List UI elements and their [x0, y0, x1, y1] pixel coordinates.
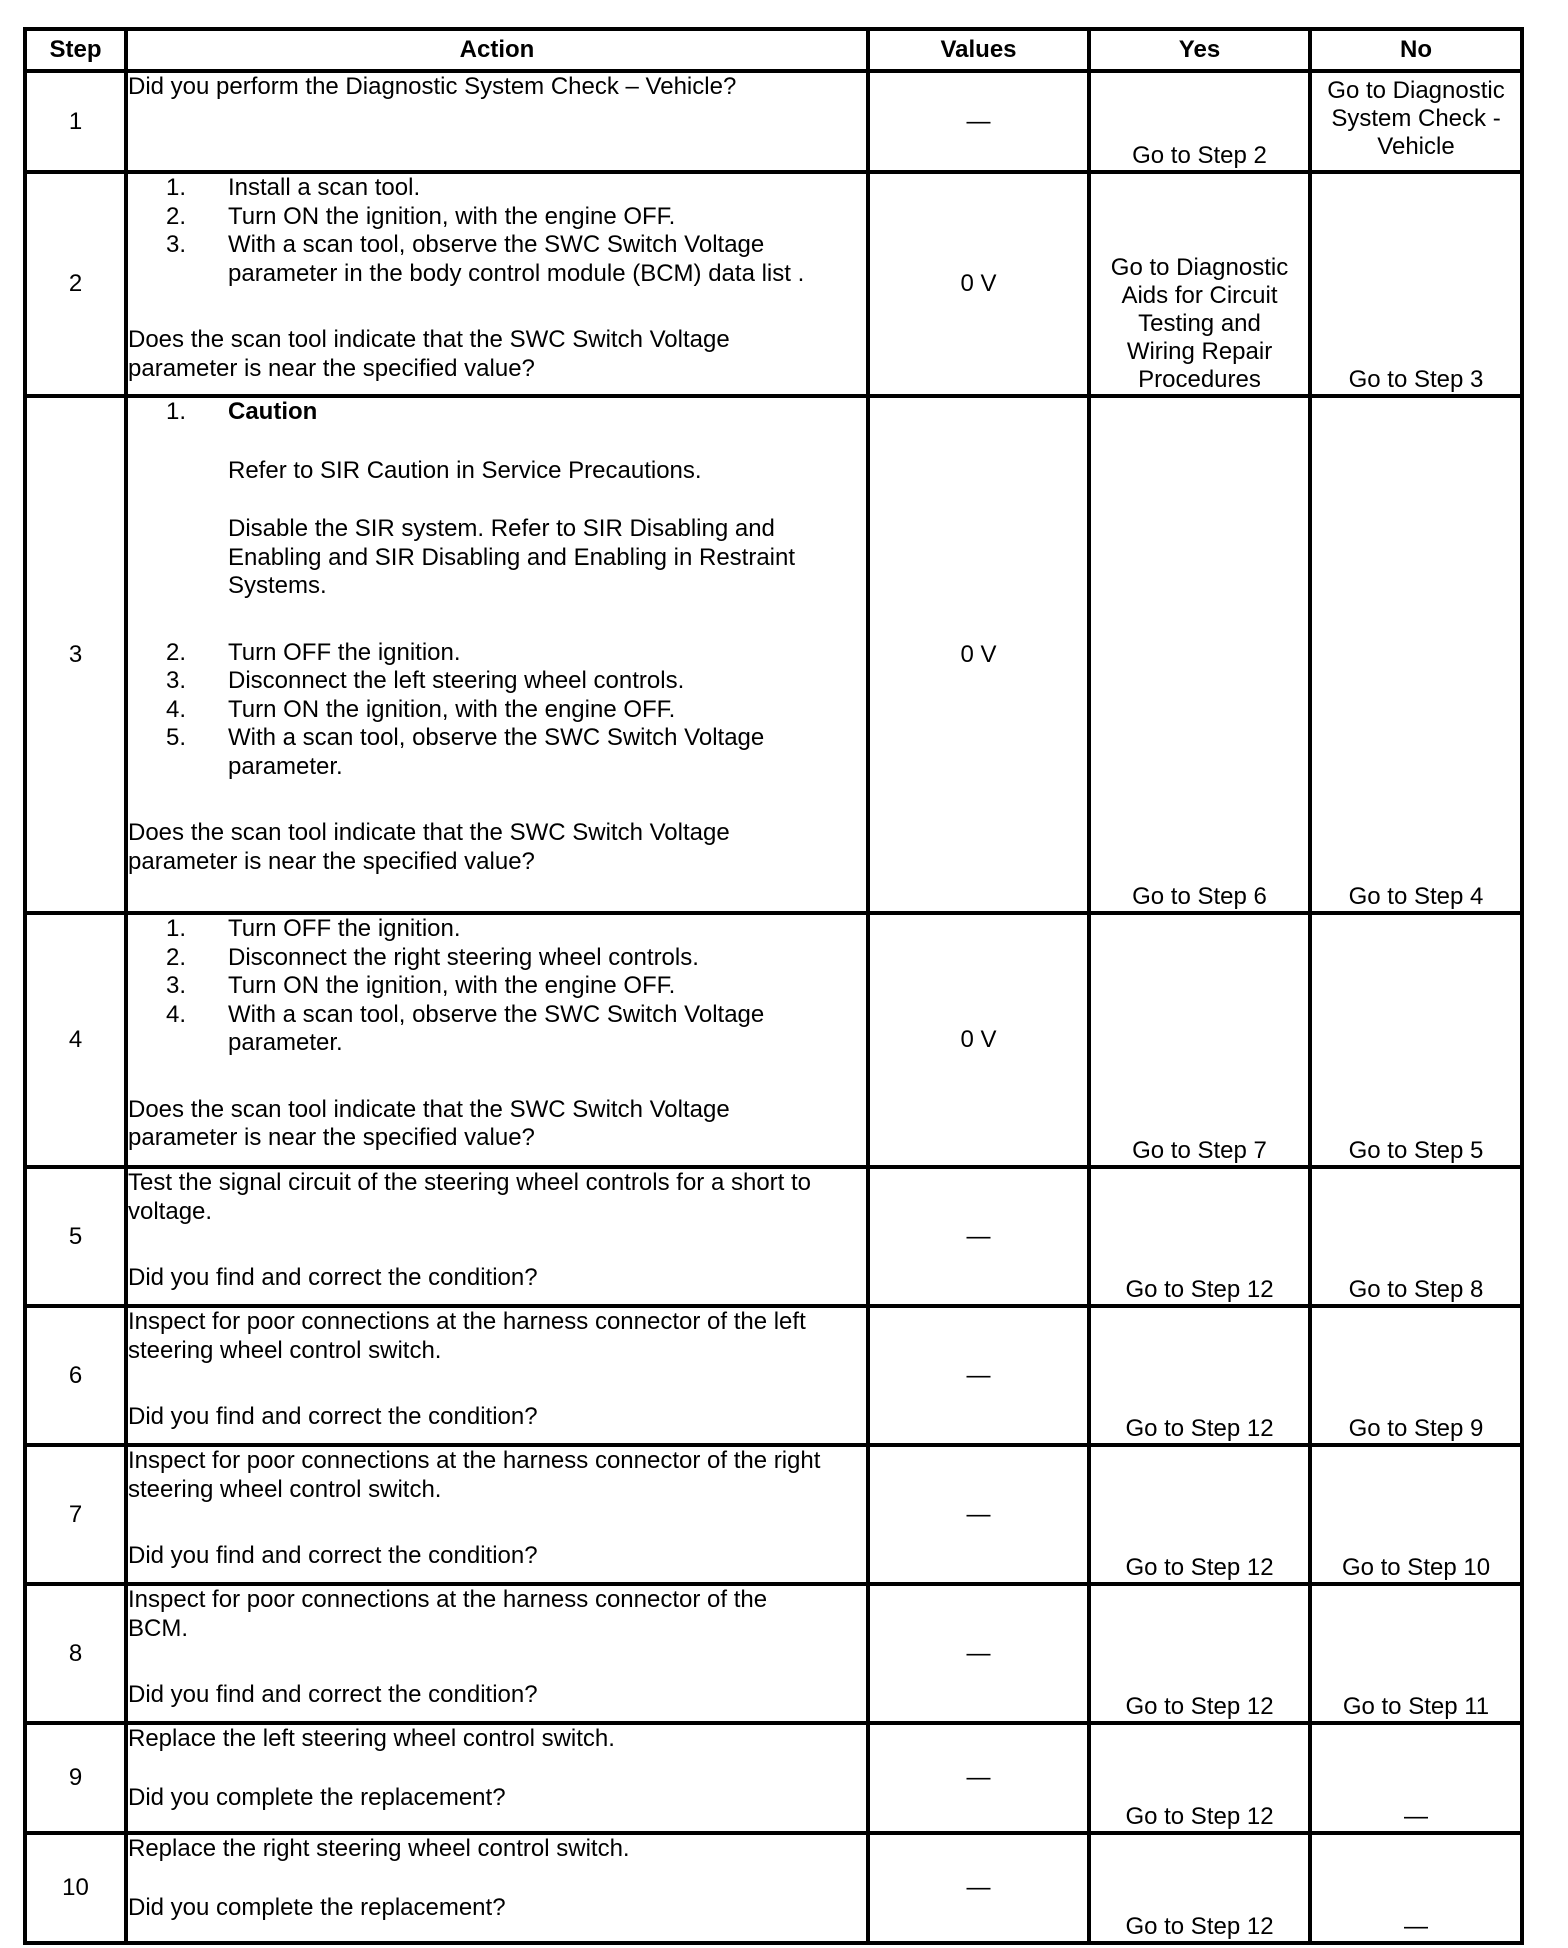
header-row [25, 29, 1522, 71]
action-question: Did you find and correct the condition? [128, 1403, 538, 1430]
action-cell [126, 71, 868, 172]
list-item [128, 667, 866, 696]
step-number: 1 [25, 71, 126, 172]
item-text: Turn ON the ignition, with the engine OFF. [228, 695, 676, 723]
step-number: 2 [25, 172, 126, 396]
list-item [128, 944, 866, 973]
no-cell: Go to Step 11 [1310, 1584, 1522, 1723]
yes-cell: Go to Step 12 [1089, 1167, 1310, 1306]
step-number: 6 [25, 1306, 126, 1445]
step-number: 9 [25, 1723, 126, 1833]
item-text: With a scan tool, observe the SWC Switch Voltage parameter in the body control module (BCM) data list . [228, 231, 805, 287]
yes-cell: Go to Step 7 [1089, 913, 1310, 1167]
item-text: Turn OFF the ignition. [228, 638, 461, 666]
table-row [25, 1445, 1522, 1584]
header-step: Step [25, 29, 126, 71]
value-cell: — [868, 1306, 1089, 1445]
action-question: Did you find and correct the condition? [128, 1264, 538, 1291]
no-cell: Go to Diagnostic System Check - Vehicle [1310, 71, 1522, 172]
action-question: Did you find and correct the condition? [128, 1542, 538, 1569]
table-row [25, 913, 1522, 1167]
item-number: 4. [165, 1000, 186, 1028]
list-item [128, 972, 866, 1001]
spacer [128, 1504, 866, 1542]
caution-item [128, 398, 866, 427]
yes-cell: Go to Step 12 [1089, 1306, 1310, 1445]
action-cell [126, 172, 868, 396]
item-number: 1. [165, 915, 186, 942]
spacer [128, 485, 866, 515]
procedure-list [128, 639, 866, 782]
list-item [128, 639, 866, 668]
spacer [128, 1058, 866, 1096]
list-item [128, 696, 866, 725]
item-number: 2. [165, 202, 186, 230]
action-cell [126, 1445, 868, 1584]
yes-cell: Go to Step 6 [1089, 396, 1310, 913]
list-item [128, 231, 866, 288]
item-number: 3. [165, 972, 186, 999]
header-no: No [1310, 29, 1522, 71]
table-row [25, 172, 1522, 396]
action-question: Does the scan tool indicate that the SWC Switch Voltage parameter is near the specified value? [128, 819, 730, 875]
table-row [25, 1833, 1522, 1943]
table-row [25, 1167, 1522, 1306]
list-item [128, 724, 866, 781]
item-number: 3. [165, 667, 186, 694]
step-number: 4 [25, 913, 126, 1167]
action-cell [126, 1306, 868, 1445]
step-number: 8 [25, 1584, 126, 1723]
item-number: 1. [165, 174, 186, 201]
no-cell: Go to Step 9 [1310, 1306, 1522, 1445]
action-intro: Inspect for poor connections at the harness connector of the left steering wheel control switch. [128, 1308, 806, 1364]
header-yes: Yes [1089, 29, 1310, 71]
item-text: Turn ON the ignition, with the engine OFF. [228, 972, 676, 999]
table-row [25, 71, 1522, 172]
list-item [128, 1001, 866, 1058]
action-intro: Inspect for poor connections at the harness connector of the right steering wheel control switch. [128, 1447, 821, 1503]
caution-title: Caution [228, 398, 318, 425]
spacer [128, 601, 866, 639]
action-question: Did you complete the replacement? [128, 1783, 506, 1811]
no-cell: Go to Step 8 [1310, 1167, 1522, 1306]
yes-cell: Go to Step 12 [1089, 1445, 1310, 1584]
list-item [128, 915, 866, 944]
item-text: Disconnect the left steering wheel controls. [228, 667, 685, 694]
yes-cell: Go to Diagnostic Aids for Circuit Testing and Wiring Repair Procedures [1089, 172, 1310, 396]
procedure-list [128, 174, 866, 288]
item-text: With a scan tool, observe the SWC Switch Voltage parameter. [228, 724, 765, 780]
spacer [128, 1365, 866, 1403]
list-item [128, 174, 866, 203]
list-item [128, 203, 866, 232]
diagnostic-table [23, 27, 1524, 1945]
item-number: 1. [165, 398, 186, 425]
step-number: 3 [25, 396, 126, 913]
item-text: Turn ON the ignition, with the engine OFF. [228, 202, 676, 230]
action-question: Did you complete the replacement? [128, 1893, 506, 1921]
spacer [128, 1864, 866, 1894]
item-number: 3. [165, 231, 186, 258]
value-cell: 0 V [868, 913, 1089, 1167]
table-row [25, 396, 1522, 913]
action-cell [126, 1584, 868, 1723]
action-cell [126, 396, 868, 913]
value-cell: 0 V [868, 172, 1089, 396]
item-text: With a scan tool, observe the SWC Switch Voltage parameter. [228, 1000, 765, 1056]
spacer [128, 1643, 866, 1681]
no-cell: — [1310, 1833, 1522, 1943]
value-cell: — [868, 1584, 1089, 1723]
value-cell: — [868, 1833, 1089, 1943]
action-intro: Test the signal circuit of the steering wheel controls for a short to voltage. [128, 1169, 812, 1225]
no-cell: — [1310, 1723, 1522, 1833]
table-row [25, 1306, 1522, 1445]
action-question: Does the scan tool indicate that the SWC Switch Voltage parameter is near the specified value? [128, 1095, 730, 1151]
no-cell: Go to Step 4 [1310, 396, 1522, 913]
action-cell [126, 1833, 868, 1943]
action-intro: Inspect for poor connections at the harness connector of the BCM. [128, 1586, 768, 1642]
value-cell: — [868, 1445, 1089, 1584]
yes-cell: Go to Step 12 [1089, 1833, 1310, 1943]
item-text: Turn OFF the ignition. [228, 915, 461, 942]
spacer [128, 427, 866, 457]
action-question: Does the scan tool indicate that the SWC Switch Voltage parameter is near the specified value? [128, 326, 730, 382]
item-number: 2. [165, 943, 186, 971]
table-row [25, 1584, 1522, 1723]
item-text: Disconnect the right steering wheel controls. [228, 943, 699, 971]
spacer [128, 781, 866, 819]
item-number: 4. [165, 695, 186, 723]
item-text: Install a scan tool. [228, 174, 421, 201]
action-intro: Replace the left steering wheel control switch. [128, 1725, 615, 1752]
procedure-list [128, 915, 866, 1058]
no-cell: Go to Step 10 [1310, 1445, 1522, 1584]
action-cell [126, 913, 868, 1167]
no-cell: Go to Step 3 [1310, 172, 1522, 396]
step-number: 10 [25, 1833, 126, 1943]
item-number: 5. [165, 724, 186, 751]
no-cell: Go to Step 5 [1310, 913, 1522, 1167]
action-cell [126, 1723, 868, 1833]
value-cell: — [868, 1723, 1089, 1833]
value-cell: — [868, 71, 1089, 172]
header-values: Values [868, 29, 1089, 71]
value-cell: — [868, 1167, 1089, 1306]
header-action: Action [126, 29, 868, 71]
spacer [128, 288, 866, 326]
step-number: 5 [25, 1167, 126, 1306]
item-number: 2. [165, 638, 186, 666]
yes-cell: Go to Step 12 [1089, 1723, 1310, 1833]
value-cell: 0 V [868, 396, 1089, 913]
step-number: 7 [25, 1445, 126, 1584]
spacer [128, 1754, 866, 1784]
action-cell [126, 1167, 868, 1306]
spacer [128, 1226, 866, 1264]
yes-cell: Go to Step 12 [1089, 1584, 1310, 1723]
table-row [25, 1723, 1522, 1833]
action-intro: Replace the right steering wheel control switch. [128, 1835, 630, 1862]
caution-reference: Refer to SIR Caution in Service Precautions. [228, 456, 702, 484]
caution-text: Disable the SIR system. Refer to SIR Disabling and Enabling and SIR Disabling and Enabling in Restraint Systems. [228, 515, 796, 599]
action-intro: Did you perform the Diagnostic System Check – Vehicle? [128, 73, 737, 100]
yes-cell: Go to Step 2 [1089, 71, 1310, 172]
action-question: Did you find and correct the condition? [128, 1681, 538, 1708]
